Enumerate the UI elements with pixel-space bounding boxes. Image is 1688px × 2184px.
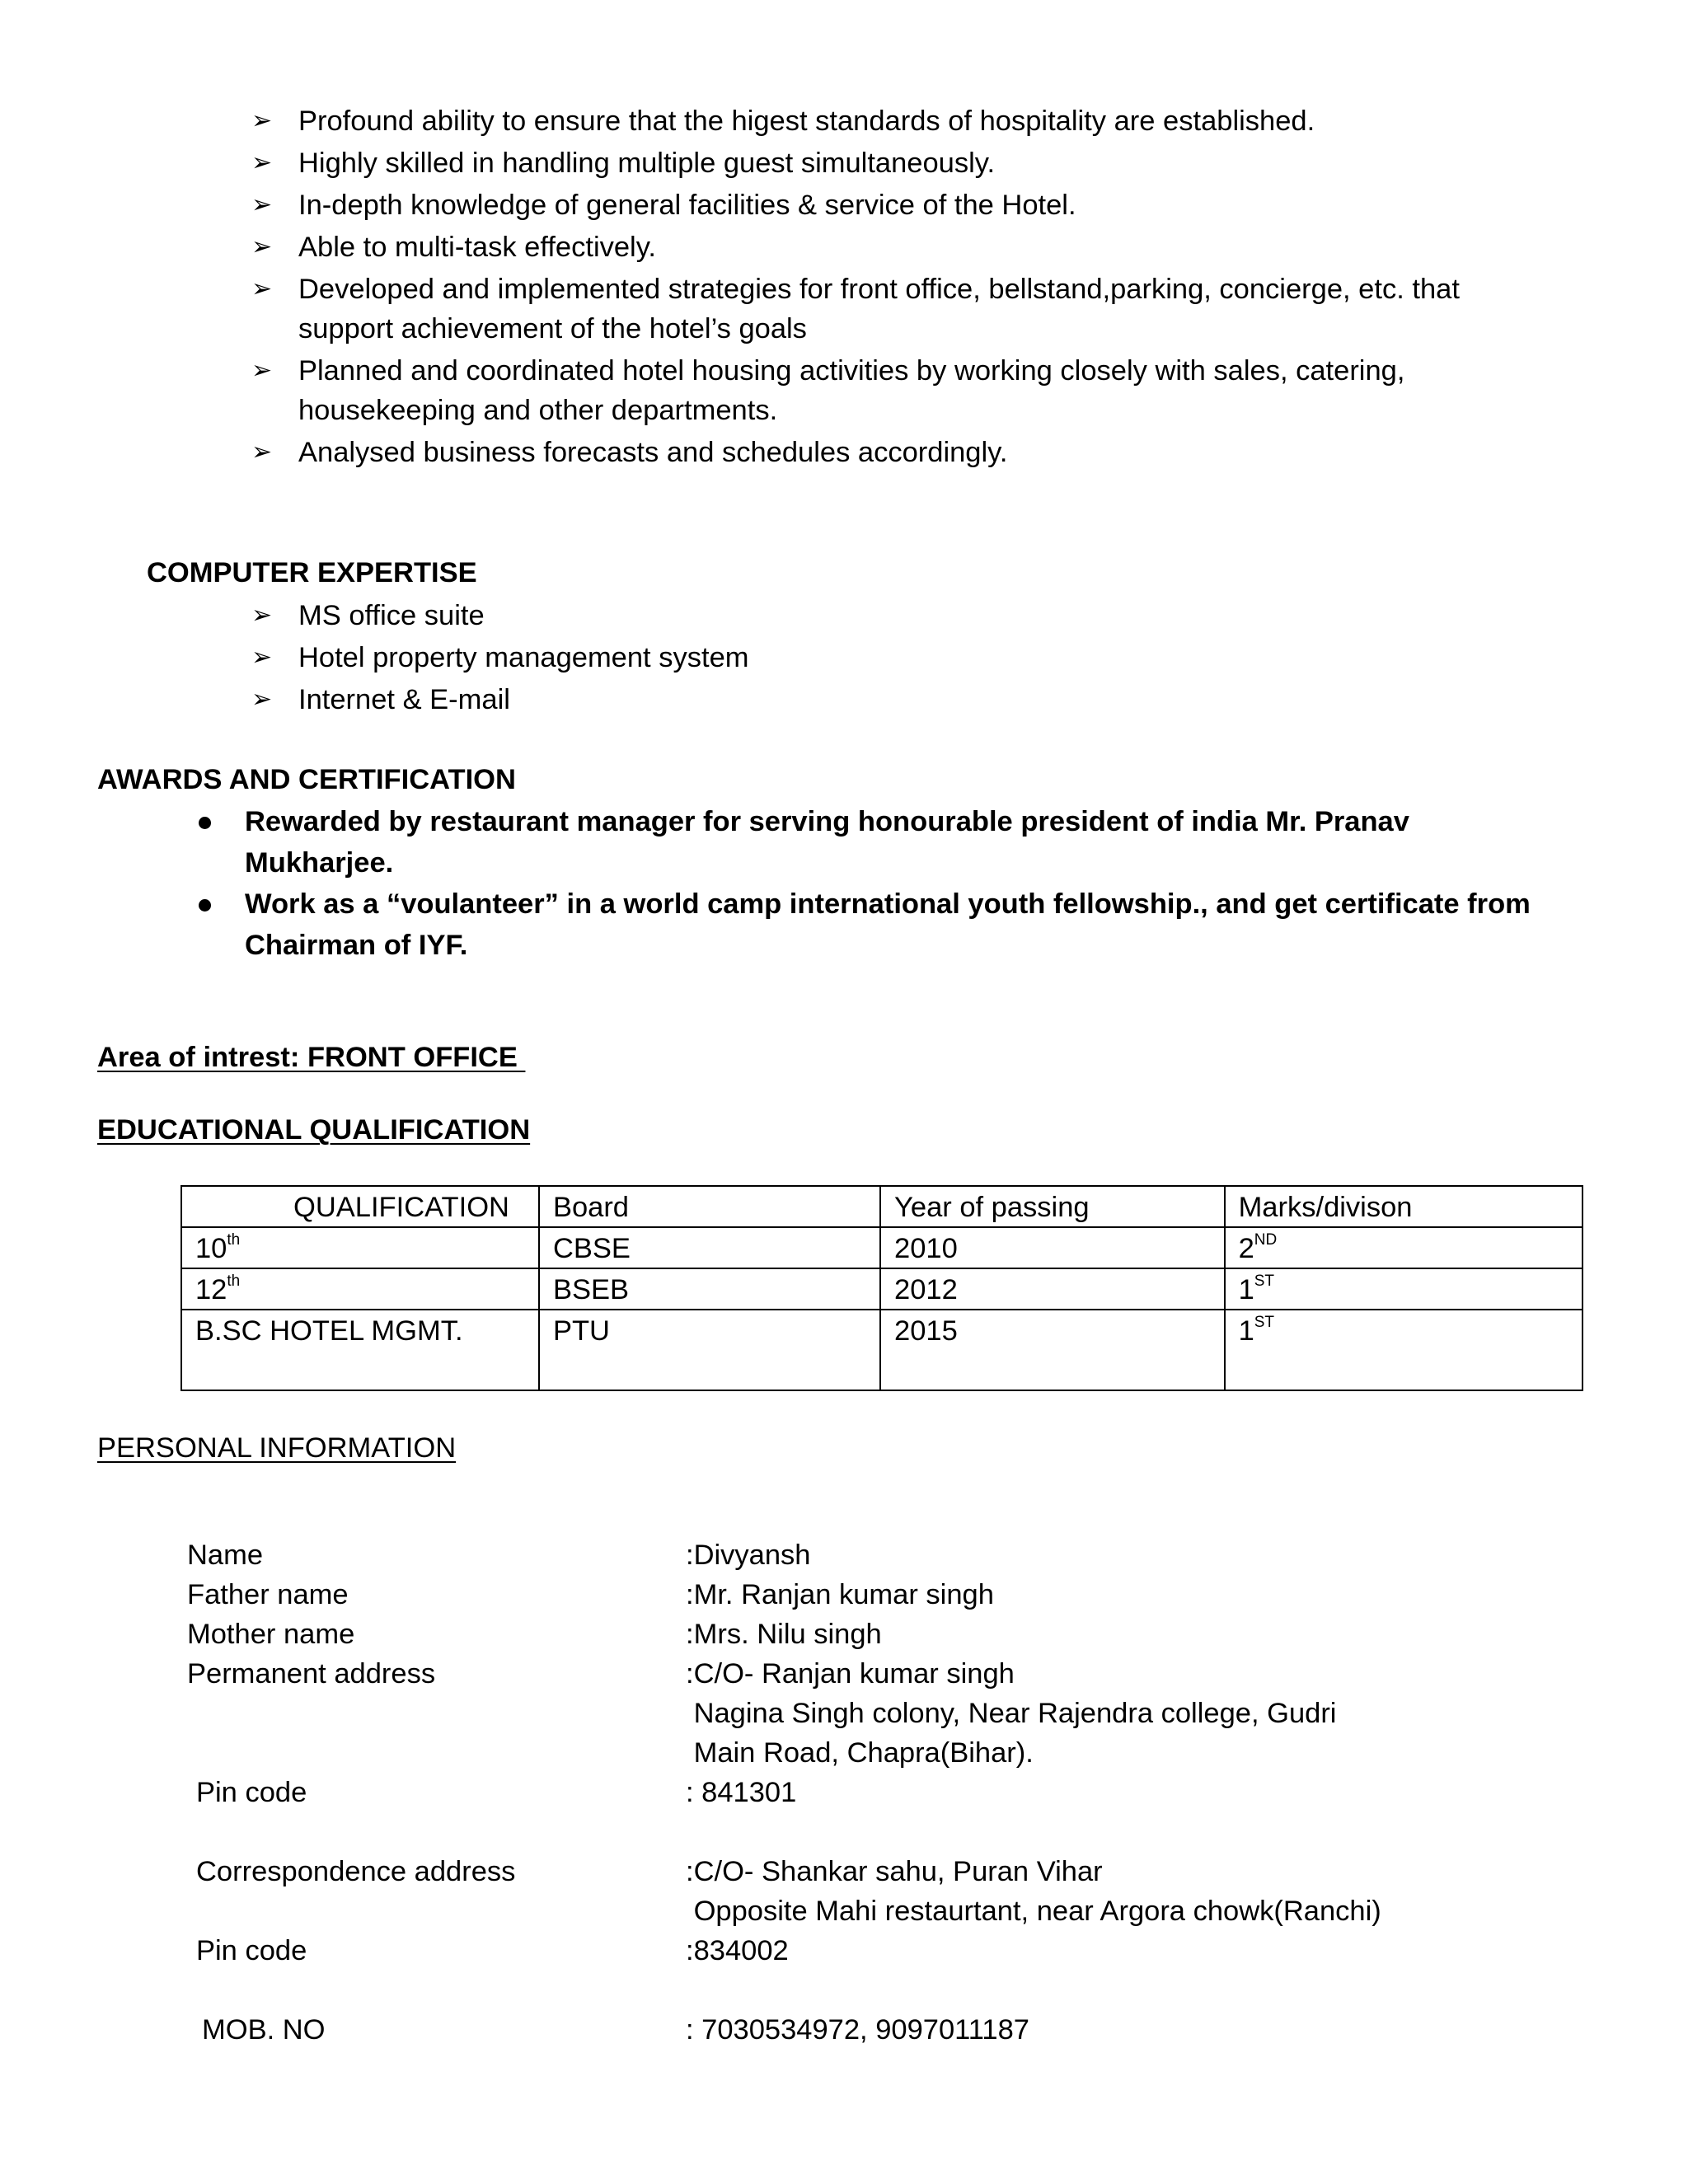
arrow-bullet-icon: ➢: [251, 149, 273, 176]
table-cell: 2010: [880, 1227, 1225, 1268]
pin-code-value: : 841301: [686, 1777, 797, 1808]
award-item: Work as a “voulanteer” in a world camp international youth fellowship., and get certificate from: [245, 888, 1531, 920]
ordinal-suffix: th: [227, 1230, 241, 1249]
skill-item: Profound ability to ensure that the higest standards of hospitality are established.: [298, 105, 1315, 137]
permanent-address-value: :C/O- Ranjan kumar singh: [686, 1658, 1015, 1690]
ordinal-suffix: ND: [1254, 1230, 1278, 1249]
column-header: Year of passing: [880, 1186, 1225, 1227]
column-header: Marks/divison: [1225, 1186, 1582, 1227]
arrow-bullet-icon: ➢: [251, 275, 273, 302]
mother-name-label: Mother name: [187, 1619, 355, 1650]
table-cell: [181, 1268, 539, 1310]
skill-item: Analysed business forecasts and schedules accordingly.: [298, 437, 1008, 468]
correspondence-address-value: :C/O- Shankar sahu, Puran Vihar: [686, 1856, 1103, 1887]
skill-item-continued: housekeeping and other departments.: [298, 395, 778, 426]
arrow-bullet-icon: ➢: [251, 686, 273, 713]
table-cell: [181, 1310, 539, 1390]
table-cell: CBSE: [539, 1227, 880, 1268]
education-heading: EDUCATIONAL QUALIFICATION: [97, 1114, 531, 1146]
skill-item-continued: support achievement of the hotel’s goals: [298, 313, 807, 344]
table-cell: 2012: [880, 1268, 1225, 1310]
bullet-dot-icon: [199, 899, 211, 912]
table-cell: 2015: [880, 1310, 1225, 1390]
marks-value: 2: [1238, 1233, 1254, 1264]
skill-item: Planned and coordinated hotel housing activities by working closely with sales, catering,: [298, 355, 1405, 387]
table-cell: PTU: [539, 1310, 880, 1390]
mobile-number-label: MOB. NO: [202, 2014, 326, 2046]
personal-info-heading: PERSONAL INFORMATION: [97, 1432, 457, 1464]
award-item-continued: Chairman of IYF.: [245, 930, 468, 961]
arrow-bullet-icon: ➢: [251, 233, 273, 260]
pin-code-label: Pin code: [196, 1935, 307, 1966]
expertise-item: Internet & E-mail: [298, 684, 510, 715]
computer-expertise-heading: COMPUTER EXPERTISE: [147, 557, 477, 588]
skill-item: Developed and implemented strategies for front office, bellstand,parking, concierge, etc. that: [298, 274, 1460, 305]
arrow-bullet-icon: ➢: [251, 357, 273, 384]
bullet-dot-icon: [199, 817, 211, 829]
father-name-value: :Mr. Ranjan kumar singh: [686, 1579, 994, 1610]
column-header: QUALIFICATION: [181, 1186, 539, 1227]
father-name-label: Father name: [187, 1579, 349, 1610]
arrow-bullet-icon: ➢: [251, 438, 273, 466]
skill-item: In-depth knowledge of general facilities & service of the Hotel.: [298, 190, 1076, 221]
ordinal-suffix: th: [227, 1272, 241, 1290]
qualification-value: 12: [195, 1274, 227, 1305]
table-row: [181, 1227, 1582, 1268]
mobile-number-value: : 7030534972, 9097011187: [686, 2014, 1029, 2046]
qualification-table: [181, 1185, 1583, 1391]
skill-item: Highly skilled in handling multiple guest simultaneously.: [298, 148, 996, 179]
table-cell: [1225, 1310, 1582, 1390]
expertise-item: Hotel property management system: [298, 642, 749, 673]
awards-heading: AWARDS AND CERTIFICATION: [97, 764, 516, 795]
table-cell: [181, 1227, 539, 1268]
permanent-address-line: Main Road, Chapra(Bihar).: [686, 1737, 1034, 1769]
award-item: Rewarded by restaurant manager for serving honourable president of india Mr. Pranav: [245, 806, 1409, 837]
correspondence-address-line: Opposite Mahi restaurtant, near Argora chowk(Ranchi): [686, 1896, 1381, 1927]
table-row: [181, 1310, 1582, 1390]
award-item-continued: Mukharjee.: [245, 847, 394, 879]
table-row: [181, 1268, 1582, 1310]
arrow-bullet-icon: ➢: [251, 602, 273, 629]
name-label: Name: [187, 1540, 264, 1571]
arrow-bullet-icon: ➢: [251, 191, 273, 218]
marks-value: 1: [1238, 1274, 1254, 1305]
mother-name-value: :Mrs. Nilu singh: [686, 1619, 882, 1650]
correspondence-address-label: Correspondence address: [196, 1856, 516, 1887]
table-cell: BSEB: [539, 1268, 880, 1310]
expertise-item: MS office suite: [298, 600, 485, 631]
marks-value: 1: [1238, 1315, 1254, 1347]
arrow-bullet-icon: ➢: [251, 107, 273, 134]
table-cell: [1225, 1268, 1582, 1310]
table-header-row: [181, 1186, 1582, 1227]
permanent-address-label: Permanent address: [187, 1658, 436, 1690]
permanent-address-line: Nagina Singh colony, Near Rajendra college, Gudri: [686, 1698, 1337, 1729]
pin-code-label: Pin code: [196, 1777, 307, 1808]
name-value: :Divyansh: [686, 1540, 811, 1571]
ordinal-suffix: ST: [1254, 1313, 1275, 1331]
qualification-value: 10: [195, 1233, 227, 1264]
arrow-bullet-icon: ➢: [251, 644, 273, 671]
skill-item: Able to multi-task effectively.: [298, 232, 656, 263]
pin-code-value: :834002: [686, 1935, 789, 1966]
qualification-value: B.SC HOTEL MGMT.: [195, 1315, 463, 1347]
table-cell: [1225, 1227, 1582, 1268]
ordinal-suffix: ST: [1254, 1272, 1275, 1290]
area-of-interest: Area of intrest: FRONT OFFICE: [97, 1042, 526, 1073]
column-header: Board: [539, 1186, 880, 1227]
